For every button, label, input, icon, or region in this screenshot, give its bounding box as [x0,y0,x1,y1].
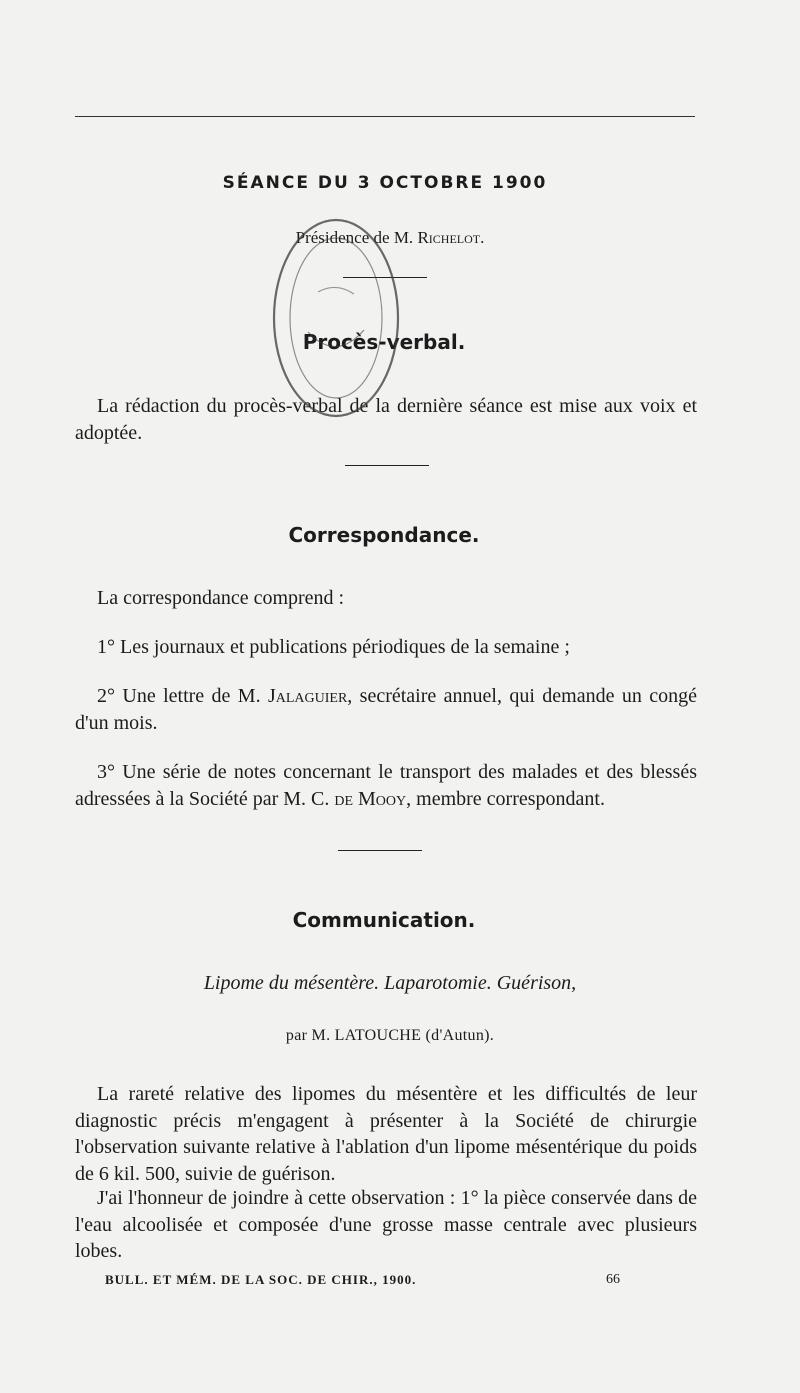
item3-name: de Mooy [334,787,407,810]
presidence-prefix: Présidence de [295,228,390,247]
item3-text-start: 3° Une série de notes concernant le transport des malades et des blessés adressées à la Société par M. C. [75,761,697,810]
page-number: 66 [606,1272,620,1287]
divider [345,465,429,466]
item2-text-start: 2° Une lettre de M. [97,685,268,707]
presidence-name: Richelot. [417,228,485,247]
communication-author: par M. LATOUCHE (d'Autun). [285,1027,495,1044]
footer-journal: BULL. ET MÉM. DE LA SOC. DE CHIR., 1900. [105,1272,417,1287]
correspondance-item-1: 1° Les journaux et publications périodiques de la semaine ; [97,636,570,658]
correspondance-intro: La correspondance comprend : [97,587,345,609]
item2-name: Jalaguier [267,685,348,707]
proces-verbal-heading: Procès-verbal. [302,330,466,354]
communication-subtitle: Lipome du mésentère. Laparotomie. Guérison, [203,972,577,994]
communication-paragraph-1: La rareté relative des lipomes du mésentère et les difficultés de leur diagnostic précis m'engagent à présenter à la Société de chirurgie l'observation suivante relative à l'ablation d'un lipome mésentérique du poids de 6 kil. 500, suivie de guérison. [75,1083,697,1185]
item3-text-end: , membre correspondant. [406,787,605,810]
top-rule [75,116,695,117]
proces-verbal-text: La rédaction du procès-verbal de la dernière séance est mise aux voix et adoptée. [75,395,697,444]
correspondance-heading: Correspondance. [288,523,480,547]
item2-text-end: , secrétaire annuel, qui demande un congé d'un mois. [75,685,697,734]
communication-paragraph-2: J'ai l'honneur de joindre à cette observation : 1° la pièce conservée dans de l'eau alcoolisée et composée d'une grosse masse centrale avec plusieurs lobes. [75,1187,697,1262]
divider [338,850,422,851]
library-stamp [268,212,404,424]
communication-heading: Communication. [292,908,476,932]
correspondance-item-2 [75,683,697,736]
correspondance-item-3 [75,759,697,812]
session-title: SÉANCE DU 3 OCTOBRE 1900 [222,173,548,193]
presidence-name-prefix: M. [393,228,414,247]
